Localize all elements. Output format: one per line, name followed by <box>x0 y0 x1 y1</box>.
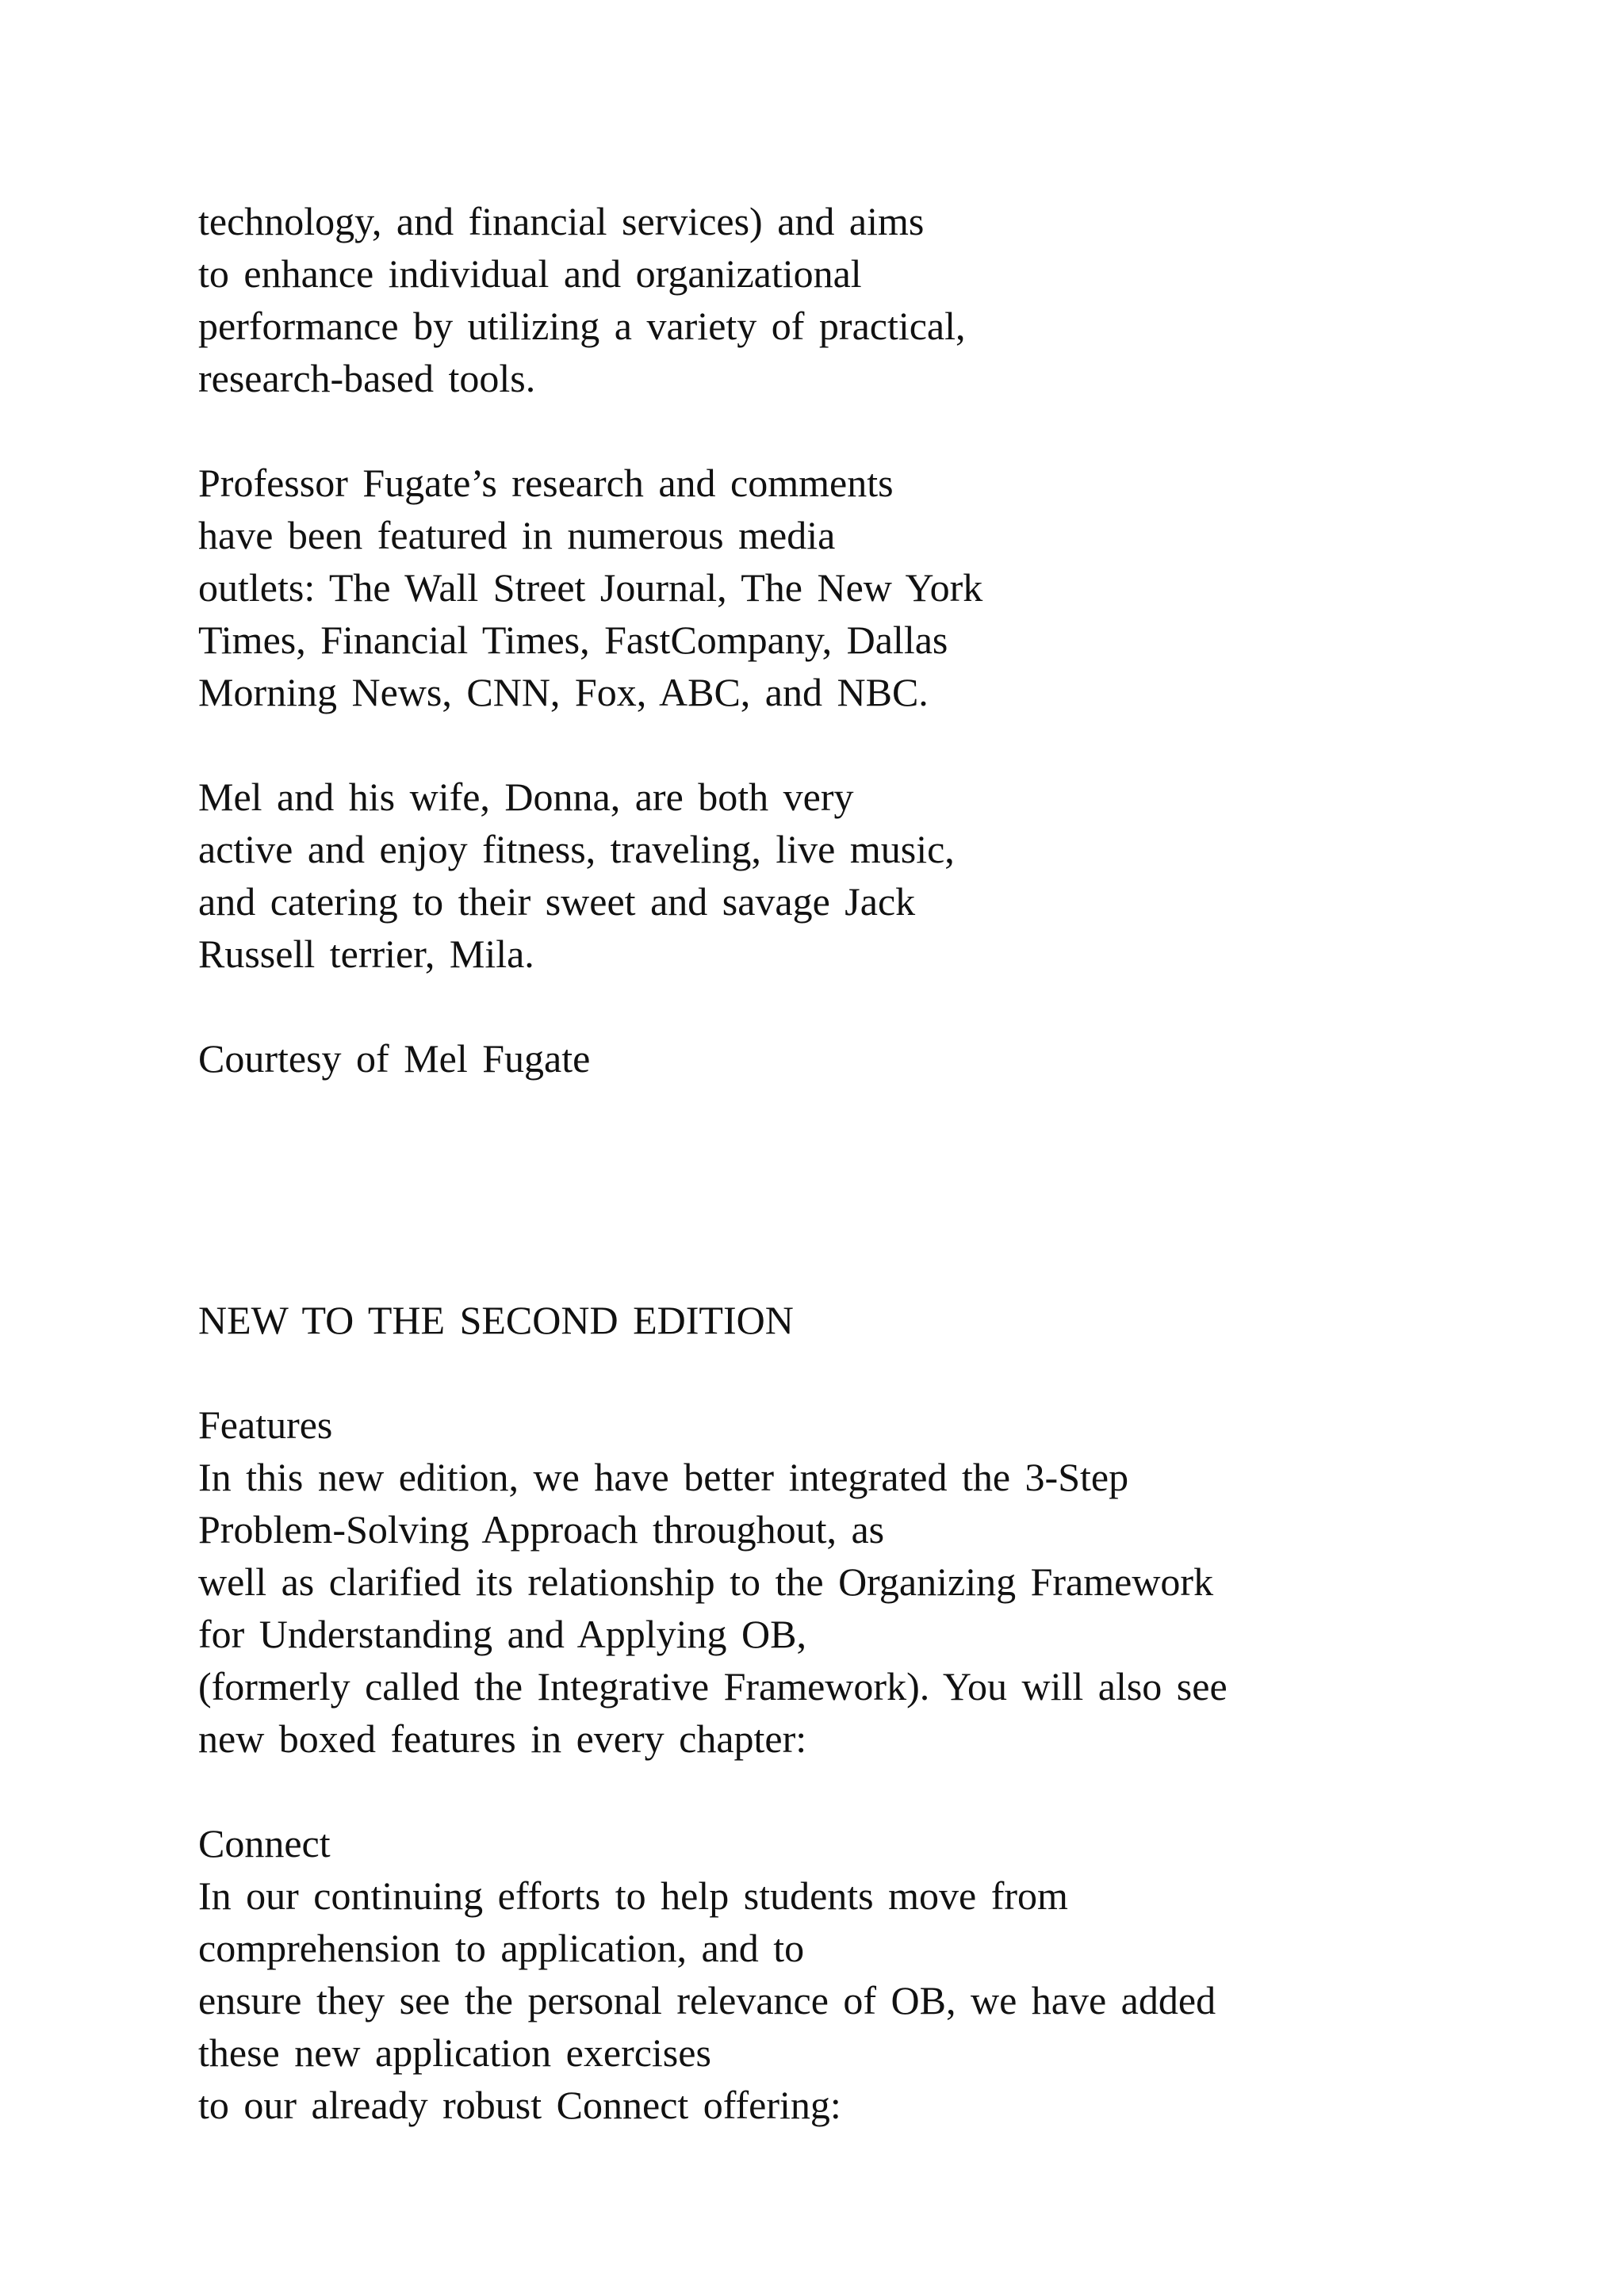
paragraph-spacer <box>198 718 1546 771</box>
document-page <box>198 195 1546 2131</box>
text-line: Times, Financial Times, FastCompany, Dallas <box>198 618 948 662</box>
paragraph-spacer <box>198 404 1546 457</box>
text-line: new boxed features in every chapter: <box>198 1716 807 1761</box>
text-line: Mel and his wife, Donna, are both very <box>198 775 854 819</box>
text-line: Professor Fugate’s research and comments <box>198 461 894 505</box>
text-line: comprehension to application, and to <box>198 1926 805 1970</box>
bio-paragraph-2 <box>198 457 1546 718</box>
text-line: these new application exercises <box>198 2030 711 2075</box>
text-line: ensure they see the personal relevance of OB, we have added <box>198 1978 1216 2022</box>
text-line: active and enjoy fitness, traveling, live music, <box>198 827 955 871</box>
text-line: Morning News, CNN, Fox, ABC, and NBC. <box>198 670 929 714</box>
connect-section <box>198 1817 1546 2131</box>
photo-credit: Courtesy of Mel Fugate <box>198 1036 591 1081</box>
paragraph-spacer <box>198 1765 1546 1817</box>
text-line: to our already robust Connect offering: <box>198 2083 841 2127</box>
text-line: Problem-Solving Approach throughout, as <box>198 1507 885 1552</box>
text-line: research-based tools. <box>198 356 536 400</box>
features-section <box>198 1399 1546 1765</box>
paragraph-spacer <box>198 1346 1546 1399</box>
section-spacer <box>198 1085 1546 1294</box>
connect-heading: Connect <box>198 1821 331 1866</box>
features-heading: Features <box>198 1402 333 1447</box>
text-line: In this new edition, we have better integrated the 3-Step <box>198 1455 1129 1499</box>
text-line: for Understanding and Applying OB, <box>198 1612 806 1656</box>
bio-paragraph-3 <box>198 771 1546 980</box>
text-line: have been featured in numerous media <box>198 513 836 557</box>
bio-paragraph-1 <box>198 195 1546 404</box>
text-line: Russell terrier, Mila. <box>198 932 534 976</box>
text-line: technology, and financial services) and aims <box>198 199 925 243</box>
text-line: outlets: The Wall Street Journal, The New York <box>198 565 983 610</box>
text-line: well as clarified its relationship to the Organizing Framework <box>198 1559 1214 1604</box>
text-line: (formerly called the Integrative Framework). You will also see <box>198 1664 1228 1709</box>
text-line: In our continuing efforts to help students move from <box>198 1873 1068 1918</box>
section-heading: NEW TO THE SECOND EDITION <box>198 1298 794 1342</box>
paragraph-spacer <box>198 980 1546 1032</box>
text-line: performance by utilizing a variety of practical, <box>198 304 966 348</box>
text-line: to enhance individual and organizational <box>198 251 862 296</box>
text-line: and catering to their sweet and savage Jack <box>198 879 916 924</box>
